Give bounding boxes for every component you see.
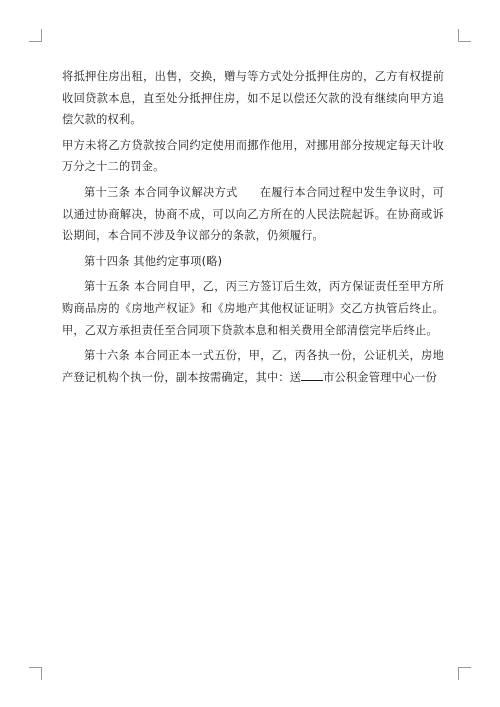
paragraph-article-15: 第十五条 本合同自甲，乙，丙三方签订后生效，丙方保证责任至甲方所购商品房的《房地产权证》和《房地产其他权证证明》交乙方执管后终止。甲，乙双方承担责任至合同项下贷款本息和相关费用全部清偿完毕后终止。	[62, 280, 444, 337]
crop-mark-bottom-right	[458, 667, 471, 680]
paragraph-mortgage-disposal: 将抵押住房出租，出售，交换，赠与等方式处分抵押住房的，乙方有权提前收回贷款本息，直至处分抵押住房，如不足以偿还欠款的没有继续向甲方追偿欠款的权利。	[62, 70, 444, 127]
crop-mark-bottom-left	[29, 667, 42, 680]
article-13-text: 在履行本合同过程中发生争议时，可以通过协商解决，协商不成，可以向乙方所在的人民法院起诉。在协商或诉讼期间，本合同不涉及争议部分的条款，仍须履行。	[62, 185, 445, 243]
paragraph-article-13	[62, 182, 444, 247]
crop-mark-top-left	[29, 29, 42, 42]
article-16-text-end: 市公积金管理中心一份	[323, 370, 438, 384]
paragraph-article-14: 第十四条 其他约定事项(略)	[84, 254, 223, 268]
article-13-heading: 第十三条 本合同争议解决方式	[84, 185, 238, 199]
article-16-text: 第十六条 本合同正本一式五份，甲，乙，丙各执一份，公证机关，房地产登记机构个执一份，副本按需确定，其中：送	[62, 349, 444, 384]
crop-mark-top-right	[458, 29, 471, 42]
document-body	[62, 66, 444, 392]
paragraph-misuse-penalty: 甲方未将乙方贷款按合同约定使用而挪作他用，对挪用部分按规定每天计收万分之十二的罚金。	[62, 138, 444, 174]
fill-in-blank	[301, 370, 323, 381]
paragraph-article-16	[62, 345, 444, 388]
